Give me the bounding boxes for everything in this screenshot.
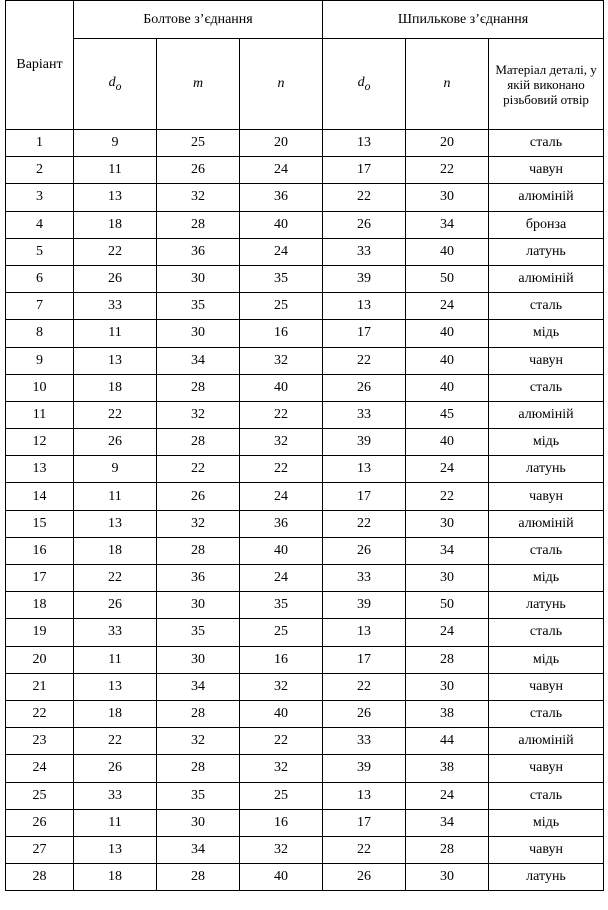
table-row	[6, 320, 604, 347]
bolt-n-header: n	[240, 39, 323, 130]
bolt-m-cell: 28	[157, 211, 240, 238]
stud-do-cell: 13	[323, 130, 406, 157]
stud-n-cell: 38	[406, 700, 489, 727]
bolt-do-cell: 13	[74, 673, 157, 700]
bolt-m-cell: 28	[157, 429, 240, 456]
stud-do-cell: 22	[323, 347, 406, 374]
table-row	[6, 537, 604, 564]
stud-n-cell: 30	[406, 510, 489, 537]
table-row	[6, 184, 604, 211]
stud-n-cell: 44	[406, 728, 489, 755]
variant-cell: 22	[6, 700, 74, 727]
bolt-do-cell: 22	[74, 238, 157, 265]
table-row	[6, 646, 604, 673]
stud-do-cell: 17	[323, 809, 406, 836]
stud-n-cell: 50	[406, 592, 489, 619]
variant-cell: 1	[6, 130, 74, 157]
material-header: Матеріал деталі, у якій виконано різьбовий отвір	[489, 39, 604, 130]
stud-do-cell: 22	[323, 836, 406, 863]
table-row	[6, 429, 604, 456]
stud-do-cell: 17	[323, 483, 406, 510]
bolt-do-cell: 18	[74, 864, 157, 891]
bolt-do-cell: 9	[74, 456, 157, 483]
stud-do-cell: 26	[323, 864, 406, 891]
table-row	[6, 238, 604, 265]
table-row	[6, 565, 604, 592]
bolt-n-cell: 32	[240, 755, 323, 782]
bolt-m-header: m	[157, 39, 240, 130]
stud-n-cell: 34	[406, 537, 489, 564]
table-row	[6, 592, 604, 619]
bolt-do-cell: 9	[74, 130, 157, 157]
bolt-do-cell: 13	[74, 184, 157, 211]
stud-do-cell: 33	[323, 728, 406, 755]
bolt-do-cell: 33	[74, 293, 157, 320]
stud-do-cell: 33	[323, 238, 406, 265]
bolt-do-cell: 26	[74, 592, 157, 619]
bolt-n-cell: 40	[240, 374, 323, 401]
variant-cell: 14	[6, 483, 74, 510]
stud-n-cell: 50	[406, 265, 489, 292]
material-cell: алюміній	[489, 401, 604, 428]
bolt-n-cell: 36	[240, 510, 323, 537]
variant-cell: 27	[6, 836, 74, 863]
bolt-m-cell: 34	[157, 836, 240, 863]
bolt-n-cell: 25	[240, 619, 323, 646]
bolt-do-cell: 18	[74, 374, 157, 401]
table-row	[6, 374, 604, 401]
stud-n-cell: 34	[406, 809, 489, 836]
variant-cell: 25	[6, 782, 74, 809]
bolt-m-cell: 28	[157, 755, 240, 782]
material-cell: сталь	[489, 537, 604, 564]
table-row	[6, 483, 604, 510]
table-row	[6, 864, 604, 891]
stud-n-cell: 24	[406, 456, 489, 483]
bolt-do-cell: 13	[74, 836, 157, 863]
bolt-m-cell: 26	[157, 157, 240, 184]
stud-do-cell: 22	[323, 673, 406, 700]
table-row	[6, 401, 604, 428]
bolt-m-cell: 34	[157, 347, 240, 374]
material-cell: чавун	[489, 755, 604, 782]
stud-do-cell: 22	[323, 184, 406, 211]
bolt-m-cell: 32	[157, 401, 240, 428]
stud-do-cell: 13	[323, 619, 406, 646]
variant-cell: 16	[6, 537, 74, 564]
stud-do-cell: 39	[323, 592, 406, 619]
bolt-n-cell: 40	[240, 700, 323, 727]
stud-do-cell: 33	[323, 565, 406, 592]
bolt-m-cell: 30	[157, 320, 240, 347]
stud-n-cell: 40	[406, 429, 489, 456]
material-cell: алюміній	[489, 728, 604, 755]
variant-cell: 18	[6, 592, 74, 619]
table-row	[6, 755, 604, 782]
bolt-m-cell: 35	[157, 619, 240, 646]
bolt-do-cell: 26	[74, 755, 157, 782]
table-row	[6, 673, 604, 700]
stud-n-cell: 30	[406, 184, 489, 211]
material-cell: алюміній	[489, 265, 604, 292]
bolt-n-cell: 22	[240, 401, 323, 428]
table-row	[6, 700, 604, 727]
stud-n-cell: 24	[406, 619, 489, 646]
material-cell: чавун	[489, 157, 604, 184]
variant-cell: 17	[6, 565, 74, 592]
bolt-m-cell: 36	[157, 238, 240, 265]
bolt-n-cell: 32	[240, 673, 323, 700]
bolt-do-cell: 22	[74, 401, 157, 428]
material-cell: мідь	[489, 809, 604, 836]
bolt-n-cell: 40	[240, 537, 323, 564]
table-row	[6, 157, 604, 184]
bolt-m-cell: 22	[157, 456, 240, 483]
stud-do-cell: 26	[323, 211, 406, 238]
bolt-m-cell: 28	[157, 374, 240, 401]
material-cell: алюміній	[489, 184, 604, 211]
variant-cell: 21	[6, 673, 74, 700]
material-cell: сталь	[489, 700, 604, 727]
variant-cell: 3	[6, 184, 74, 211]
variant-cell: 13	[6, 456, 74, 483]
bolt-do-cell: 18	[74, 700, 157, 727]
stud-n-cell: 20	[406, 130, 489, 157]
table-body	[6, 130, 604, 891]
variant-cell: 10	[6, 374, 74, 401]
material-cell: латунь	[489, 456, 604, 483]
variant-cell: 9	[6, 347, 74, 374]
stud-n-cell: 40	[406, 374, 489, 401]
stud-do-cell: 39	[323, 265, 406, 292]
stud-do-cell: 17	[323, 320, 406, 347]
stud-n-cell: 40	[406, 238, 489, 265]
bolt-n-cell: 25	[240, 782, 323, 809]
bolt-do-cell: 11	[74, 157, 157, 184]
variant-cell: 26	[6, 809, 74, 836]
stud-do-header: $d_o$	[323, 39, 406, 130]
bolt-n-cell: 22	[240, 728, 323, 755]
bolt-n-cell: 32	[240, 836, 323, 863]
stud-n-cell: 28	[406, 646, 489, 673]
stud-n-cell: 22	[406, 483, 489, 510]
stud-do-cell: 26	[323, 537, 406, 564]
table-row	[6, 510, 604, 537]
bolt-n-cell: 24	[240, 483, 323, 510]
bolt-do-cell: 11	[74, 809, 157, 836]
table-row	[6, 619, 604, 646]
bolt-n-cell: 24	[240, 238, 323, 265]
bolt-m-cell: 35	[157, 293, 240, 320]
variant-cell: 6	[6, 265, 74, 292]
stud-do-cell: 33	[323, 401, 406, 428]
stud-n-header: n	[406, 39, 489, 130]
variant-cell: 8	[6, 320, 74, 347]
bolt-m-cell: 32	[157, 728, 240, 755]
bolt-do-cell: 22	[74, 728, 157, 755]
material-cell: мідь	[489, 565, 604, 592]
bolt-n-cell: 35	[240, 265, 323, 292]
material-cell: сталь	[489, 130, 604, 157]
bolt-m-cell: 30	[157, 646, 240, 673]
bolt-do-cell: 11	[74, 646, 157, 673]
stud-do-cell: 17	[323, 646, 406, 673]
bolt-n-cell: 40	[240, 211, 323, 238]
material-cell: латунь	[489, 864, 604, 891]
variant-cell: 5	[6, 238, 74, 265]
stud-do-cell: 26	[323, 374, 406, 401]
table-row	[6, 728, 604, 755]
table-row	[6, 456, 604, 483]
variant-cell: 24	[6, 755, 74, 782]
table-row	[6, 211, 604, 238]
bolt-n-cell: 24	[240, 565, 323, 592]
bolt-do-cell: 18	[74, 537, 157, 564]
bolt-n-cell: 32	[240, 347, 323, 374]
bolt-n-cell: 35	[240, 592, 323, 619]
bolt-m-cell: 32	[157, 510, 240, 537]
variant-cell: 12	[6, 429, 74, 456]
bolt-do-cell: 18	[74, 211, 157, 238]
bolt-do-cell: 33	[74, 619, 157, 646]
material-cell: мідь	[489, 320, 604, 347]
stud-do-cell: 13	[323, 293, 406, 320]
stud-n-cell: 40	[406, 347, 489, 374]
material-cell: чавун	[489, 483, 604, 510]
bolt-m-cell: 35	[157, 782, 240, 809]
bolt-do-cell: 13	[74, 510, 157, 537]
stud-do-cell: 17	[323, 157, 406, 184]
variants-table	[5, 0, 604, 891]
bolt-n-cell: 16	[240, 646, 323, 673]
bolt-n-cell: 24	[240, 157, 323, 184]
stud-n-cell: 24	[406, 782, 489, 809]
bolt-do-cell: 22	[74, 565, 157, 592]
bolt-m-cell: 28	[157, 537, 240, 564]
bolt-n-cell: 25	[240, 293, 323, 320]
stud-do-cell: 26	[323, 700, 406, 727]
stud-do-cell: 22	[323, 510, 406, 537]
material-cell: сталь	[489, 782, 604, 809]
bolt-do-cell: 13	[74, 347, 157, 374]
bolt-do-header: $d_o$	[74, 39, 157, 130]
variant-cell: 19	[6, 619, 74, 646]
variant-header: Варіант	[6, 1, 74, 130]
stud-do-cell: 13	[323, 782, 406, 809]
table-row	[6, 130, 604, 157]
bolt-m-cell: 32	[157, 184, 240, 211]
stud-n-cell: 28	[406, 836, 489, 863]
bolt-do-cell: 33	[74, 782, 157, 809]
stud-n-cell: 22	[406, 157, 489, 184]
material-cell: латунь	[489, 238, 604, 265]
bolt-n-cell: 16	[240, 320, 323, 347]
table-row	[6, 265, 604, 292]
bolt-m-cell: 26	[157, 483, 240, 510]
stud-n-cell: 38	[406, 755, 489, 782]
bolt-n-cell: 32	[240, 429, 323, 456]
material-cell: сталь	[489, 374, 604, 401]
material-cell: латунь	[489, 592, 604, 619]
bolt-m-cell: 28	[157, 864, 240, 891]
bolt-n-cell: 36	[240, 184, 323, 211]
table-row	[6, 809, 604, 836]
table-row	[6, 782, 604, 809]
bolt-m-cell: 34	[157, 673, 240, 700]
stud-n-cell: 45	[406, 401, 489, 428]
bolt-n-cell: 40	[240, 864, 323, 891]
material-cell: мідь	[489, 429, 604, 456]
bolt-m-cell: 36	[157, 565, 240, 592]
material-cell: чавун	[489, 347, 604, 374]
variant-cell: 11	[6, 401, 74, 428]
material-cell: бронза	[489, 211, 604, 238]
bolt-m-cell: 30	[157, 592, 240, 619]
stud-n-cell: 34	[406, 211, 489, 238]
variant-cell: 23	[6, 728, 74, 755]
material-cell: алюміній	[489, 510, 604, 537]
stud-n-cell: 30	[406, 864, 489, 891]
variant-cell: 28	[6, 864, 74, 891]
material-cell: мідь	[489, 646, 604, 673]
variant-cell: 2	[6, 157, 74, 184]
material-cell: чавун	[489, 836, 604, 863]
stud-connection-header: Шпилькове з’єднання	[323, 1, 604, 39]
bolt-do-cell: 26	[74, 429, 157, 456]
variant-cell: 7	[6, 293, 74, 320]
stud-n-cell: 30	[406, 673, 489, 700]
bolt-connection-header: Болтове з’єднання	[74, 1, 323, 39]
bolt-do-cell: 26	[74, 265, 157, 292]
bolt-do-cell: 11	[74, 320, 157, 347]
material-cell: сталь	[489, 293, 604, 320]
bolt-m-cell: 30	[157, 809, 240, 836]
stud-do-cell: 39	[323, 429, 406, 456]
variant-cell: 4	[6, 211, 74, 238]
material-cell: сталь	[489, 619, 604, 646]
variant-cell: 15	[6, 510, 74, 537]
material-cell: чавун	[489, 673, 604, 700]
stud-n-cell: 40	[406, 320, 489, 347]
stud-do-cell: 39	[323, 755, 406, 782]
bolt-m-cell: 25	[157, 130, 240, 157]
table-row	[6, 347, 604, 374]
table-row	[6, 293, 604, 320]
stud-n-cell: 24	[406, 293, 489, 320]
bolt-do-cell: 11	[74, 483, 157, 510]
table-row	[6, 836, 604, 863]
stud-do-cell: 13	[323, 456, 406, 483]
bolt-n-cell: 16	[240, 809, 323, 836]
stud-n-cell: 30	[406, 565, 489, 592]
variant-cell: 20	[6, 646, 74, 673]
bolt-n-cell: 20	[240, 130, 323, 157]
bolt-m-cell: 30	[157, 265, 240, 292]
bolt-n-cell: 22	[240, 456, 323, 483]
bolt-m-cell: 28	[157, 700, 240, 727]
